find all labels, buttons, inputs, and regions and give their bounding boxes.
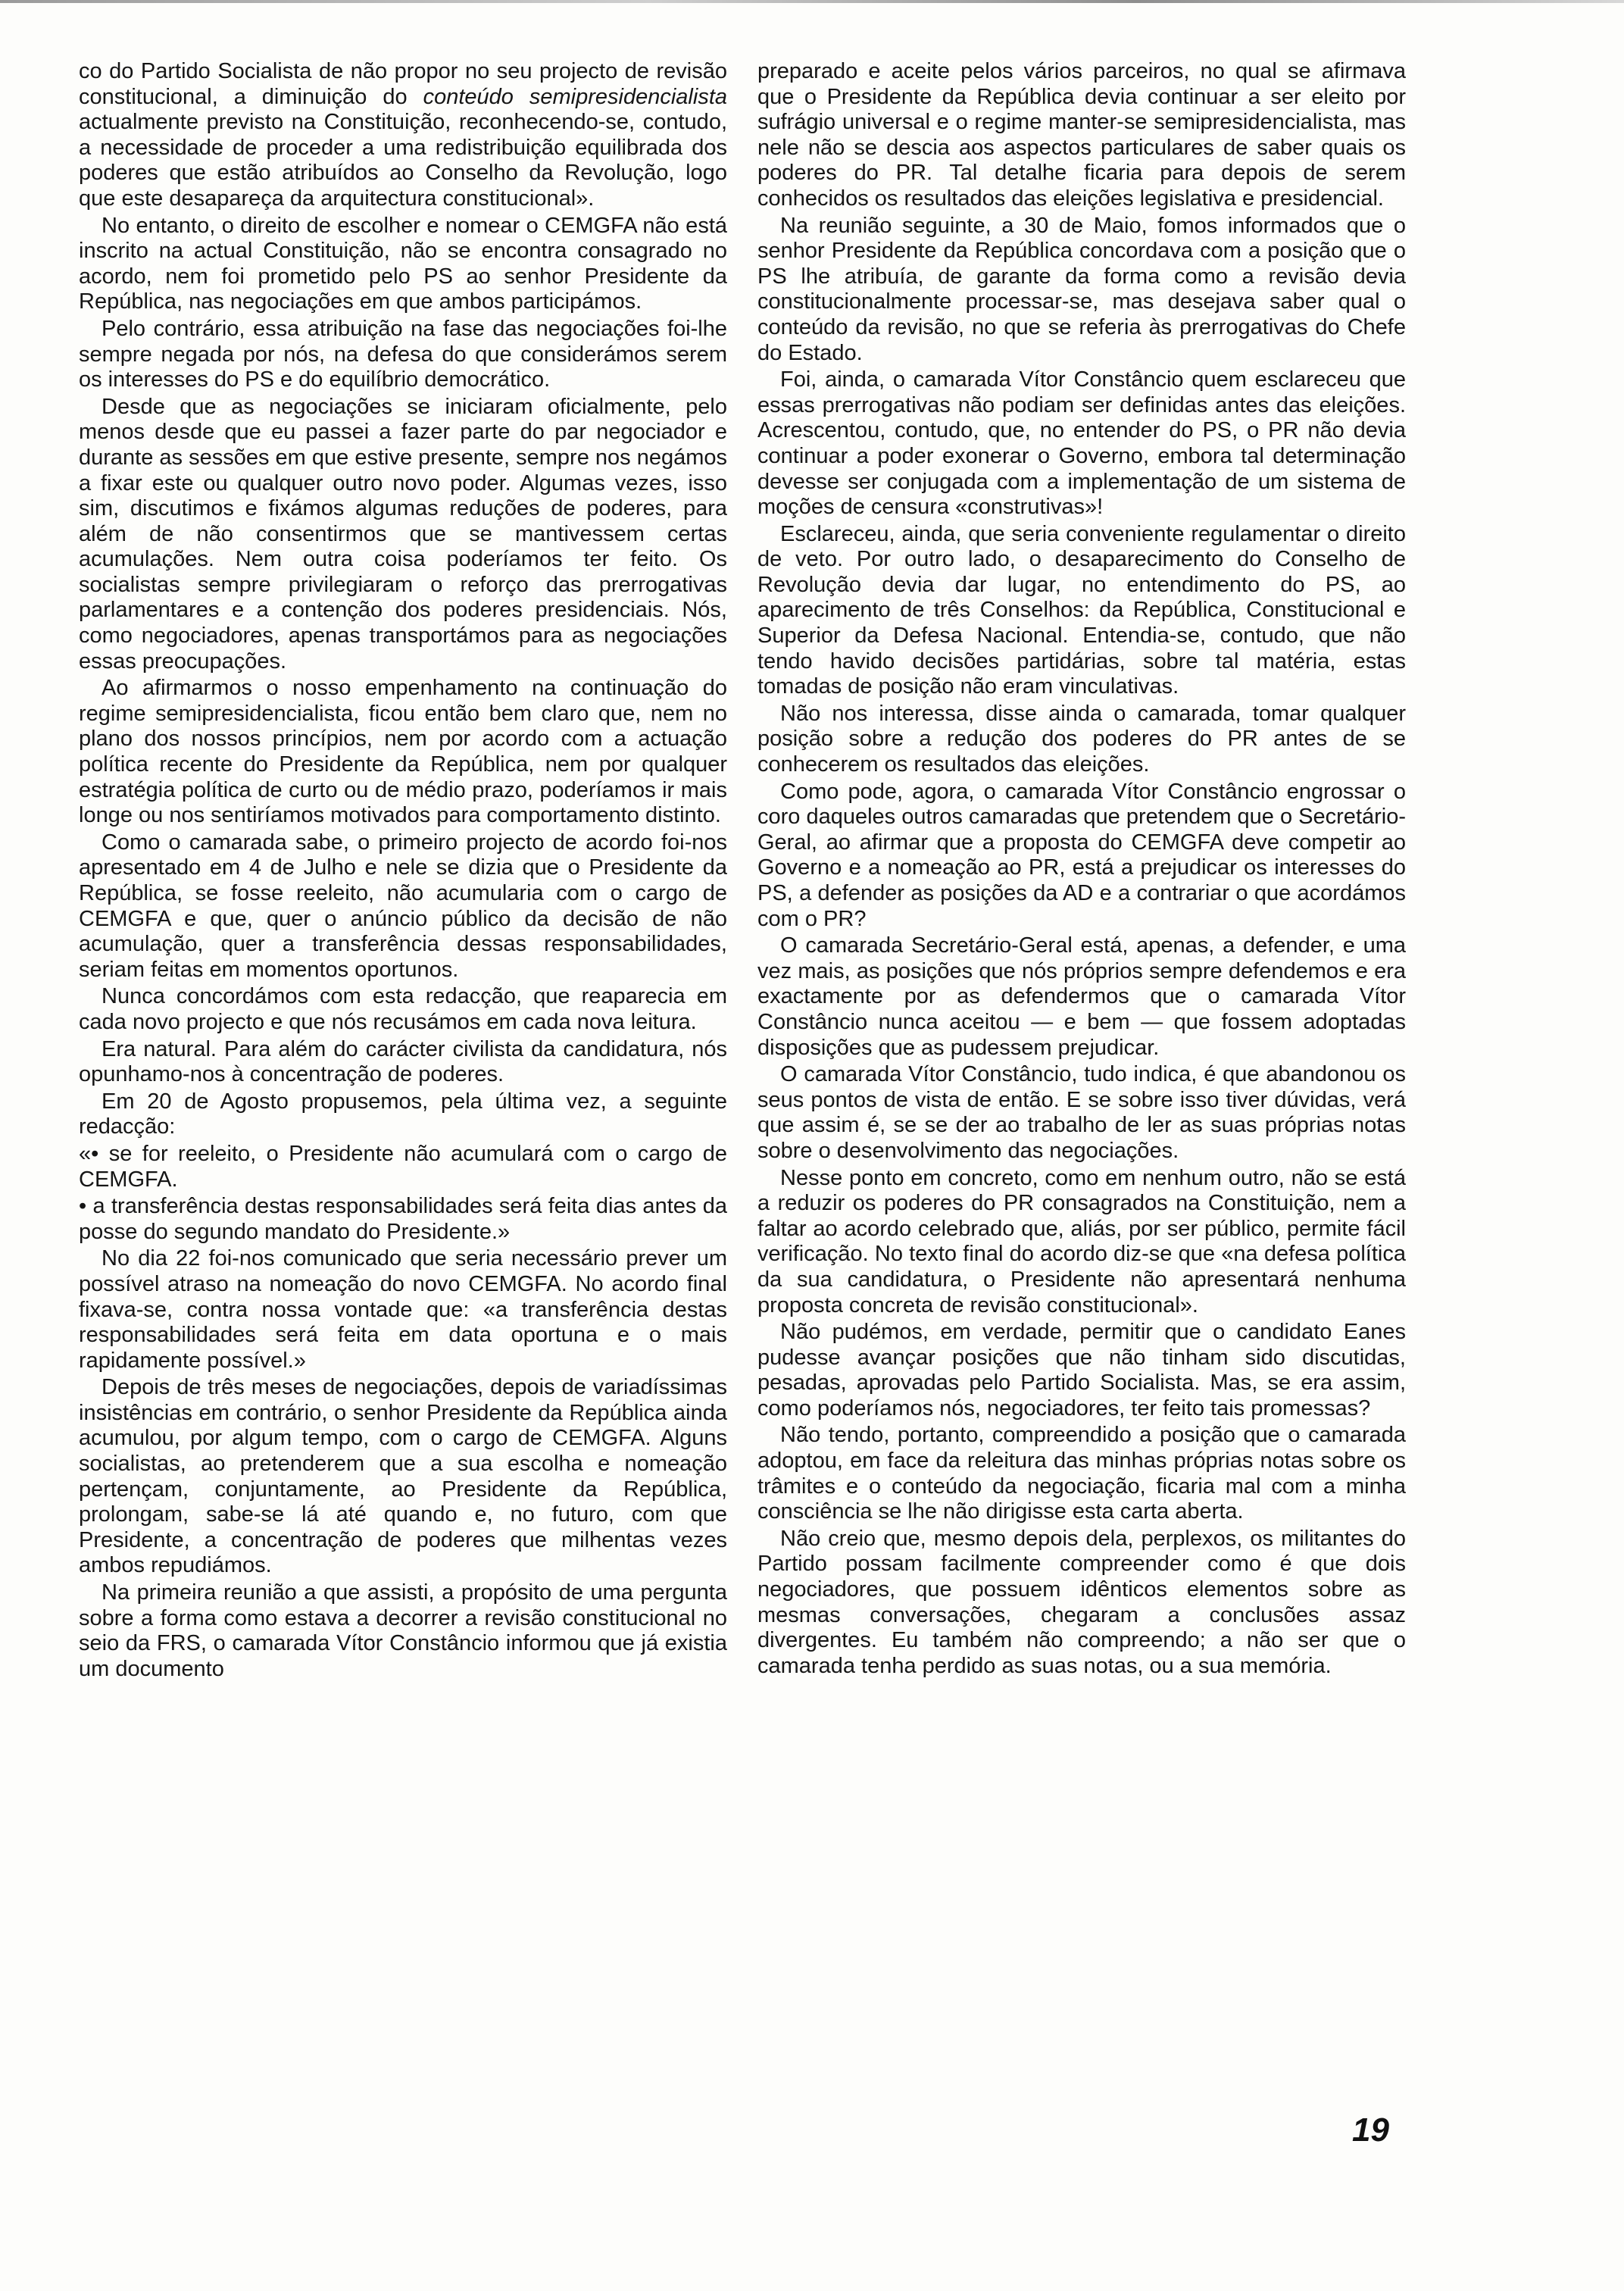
paragraph: Na primeira reunião a que assisti, a propósito de uma pergunta sobre a forma como estava a decorrer a revisão constitucional no seio da FRS, o camarada Vítor Constâncio informou que já existia um documento	[79, 1580, 727, 1681]
paragraph: Foi, ainda, o camarada Vítor Constâncio quem esclareceu que essas prerrogativas não podiam ser definidas antes das eleições. Acrescentou, contudo, que, no entender do PS, o PR não devia continuar a poder exonerar o Governo, embora tal determinação devesse ser conjugada com a implementação de um sistema de moções de censura «construtivas»!	[757, 367, 1406, 520]
page-number: 19	[1352, 2111, 1389, 2149]
paragraph: Como o camarada sabe, o primeiro projecto de acordo foi-nos apresentado em 4 de Julho e nele se dizia que o Presidente da República, se fosse reeleito, não acumularia com o cargo de CEMGFA e que, quer o anúncio público da decisão de não acumulação, quer a transferência dessas responsabilidades, seriam feitas em momentos oportunos.	[79, 830, 727, 982]
italic-phrase: conteúdo semipresidencialista	[423, 84, 728, 109]
paragraph: Na reunião seguinte, a 30 de Maio, fomos informados que o senhor Presidente da República concordava com a posição que o PS lhe atribuía, de garante da forma como a revisão devia constitucionalmente processar-se, mas desejava saber qual o conteúdo da revisão, no que se referia às prerrogativas do Chefe do Estado.	[757, 213, 1406, 365]
paragraph: Esclareceu, ainda, que seria conveniente regulamentar o direito de veto. Por outro lado, o desaparecimento do Conselho de Revolução devia dar lugar, no entendimento do PS, ao aparecimento de três Conselhos: da República, Constitucional e Superior da Defesa Nacional. Entendia-se, contudo, que não tendo havido decisões partidárias, sobre tal matéria, estas tomadas de posição não eram vinculativas.	[757, 521, 1406, 699]
left-text-column	[79, 59, 727, 1683]
paragraph: Não creio que, mesmo depois dela, perplexos, os militantes do Partido possam facilmente compreender como é que dois negociadores, que possuem idênticos elementos sobre as mesmas conversações, chegaram a conclusões assaz divergentes. Eu também não compreendo; a não ser que o camarada tenha perdido as suas notas, ou a sua memória.	[757, 1526, 1406, 1678]
paragraph: Como pode, agora, o camarada Vítor Constâncio engrossar o coro daqueles outros camaradas que pretendem que o Secretário-Geral, ao afirmar que a proposta do CEMGFA deve competir ao Governo e a nomeação ao PR, está a prejudicar os interesses do PS, a defender as posições da AD e a contrariar o que acordámos com o PR?	[757, 779, 1407, 931]
right-text-column	[757, 59, 1406, 1680]
paragraph: co do Partido Socialista de não propor no seu projecto de revisão constitucional, a diminuição do conteúdo semipresidencialista actualmente previsto na Constituição, reconhecendo-se, contudo, a necessidade de proceder a uma redistribuição equilibrada dos poderes que estão atribuídos ao Conselho da Revolução, logo que este desapareça da arquitectura constitucional».	[79, 59, 728, 211]
paragraph: No dia 22 foi-nos comunicado que seria necessário prever um possível atraso na nomeação do novo CEMGFA. No acordo final fixava-se, contra nossa vontade que: «a transferência destas responsabilidades será feita em data oportuna e o mais rapidamente possível.»	[79, 1246, 727, 1373]
paragraph: O camarada Secretário-Geral está, apenas, a defender, e uma vez mais, as posições que nós próprios sempre defendemos e era exactamente por as defendermos que o camarada Vítor Constâncio nunca aceitou — e bem — que fossem adoptadas disposições que as pudessem prejudicar.	[757, 933, 1406, 1060]
paragraph: Desde que as negociações se iniciaram oficialmente, pelo menos desde que eu passei a fazer parte do par negociador e durante as sessões em que estive presente, sempre nos negámos a fixar este ou qualquer outro novo poder. Algumas vezes, isso sim, discutimos e fixámos algumas reduções de poderes, para além de não consentirmos que se mantivessem certas acumulações. Nem outra coisa poderíamos ter feito. Os socialistas sempre privilegiaram o reforço das prerrogativas parlamentares e a contenção dos poderes presidenciais. Nós, como negociadores, apenas transportámos para as negociações essas preocupações.	[79, 394, 727, 674]
paragraph: No entanto, o direito de escolher e nomear o CEMGFA não está inscrito na actual Constituição, não se encontra consagrado no acordo, nem foi prometido pelo PS ao senhor Presidente da República, nas negociações em que ambos participámos.	[79, 213, 727, 314]
paragraph: Nesse ponto em concreto, como em nenhum outro, não se está a reduzir os poderes do PR consagrados na Constituição, nem a faltar ao acordo celebrado que, aliás, por ser público, permite fácil verificação. No texto final do acordo diz-se que «na defesa política da sua candidatura, o Presidente não apresentará nenhuma proposta concreta de revisão constitucional».	[757, 1165, 1406, 1317]
quoted-clause: • a transferência destas responsabilidades será feita dias antes da posse do segundo mandato do Presidente.»	[79, 1194, 727, 1244]
quoted-clause: «• se for reeleito, o Presidente não acumulará com o cargo de CEMGFA.	[79, 1141, 727, 1192]
paragraph: Em 20 de Agosto propusemos, pela última vez, a seguinte redacção:	[79, 1089, 727, 1139]
paragraph: preparado e aceite pelos vários parceiros, no qual se afirmava que o Presidente da República devia continuar a ser eleito por sufrágio universal e o regime manter-se semipresidencialista, mas nele não se descia aos aspectos particulares de saber quais os poderes do PR. Tal detalhe ficaria para depois de serem conhecidos os resultados das eleições legislativa e presidencial.	[757, 59, 1406, 211]
paragraph: Não nos interessa, disse ainda o camarada, tomar qualquer posição sobre a redução dos poderes do PR antes de se conhecerem os resultados das eleições.	[757, 701, 1406, 777]
paragraph: O camarada Vítor Constâncio, tudo indica, é que abandonou os seus pontos de vista de então. E se sobre isso tiver dúvidas, verá que assim é, se se der ao trabalho de ler as suas próprias notas sobre o desenvolvimento das negociações.	[757, 1062, 1406, 1163]
paragraph: Pelo contrário, essa atribuição na fase das negociações foi-lhe sempre negada por nós, na defesa do que considerámos serem os interesses do PS e do equilíbrio democrático.	[79, 316, 727, 392]
paragraph: Não pudémos, em verdade, permitir que o candidato Eanes pudesse avançar posições que não tinham sido discutidas, pesadas, aprovadas pelo Partido Socialista. Mas, se era assim, como poderíamos nós, negociadores, ter feito tais promessas?	[757, 1320, 1406, 1421]
paragraph: Ao afirmarmos o nosso empenhamento na continuação do regime semipresidencialista, ficou então bem claro que, nem no plano dos nossos princípios, nem por acordo com a actuação política recente do Presidente da República, nem por qualquer estratégia política de curto ou de médio prazo, poderíamos ir mais longe ou nos sentiríamos motivados para comportamento distinto.	[79, 676, 727, 828]
paragraph: Nunca concordámos com esta redacção, que reaparecia em cada novo projecto e que nós recusámos em cada nova leitura.	[79, 984, 727, 1034]
page-top-border	[0, 0, 1624, 3]
paragraph: Depois de três meses de negociações, depois de variadíssimas insistências em contrário, o senhor Presidente da República ainda acumulou, por algum tempo, com o cargo de CEMGFA. Alguns socialistas, ao pretenderem que a sua escolha e nomeação pertençam, conjuntamente, ao Presidente da República, prolongam, sabe-se lá até quando e, no futuro, com que Presidente, a concentração de poderes que milhentas vezes ambos repudiámos.	[79, 1375, 727, 1578]
paragraph: Não tendo, portanto, compreendido a posição que o camarada adoptou, em face da releitura das minhas próprias notas sobre os trâmites e o conteúdo da negociação, ficaria mal com a minha consciência se lhe não dirigisse esta carta aberta.	[757, 1423, 1406, 1524]
paragraph: Era natural. Para além do carácter civilista da candidatura, nós opunhamo-nos à concentração de poderes.	[79, 1036, 727, 1087]
